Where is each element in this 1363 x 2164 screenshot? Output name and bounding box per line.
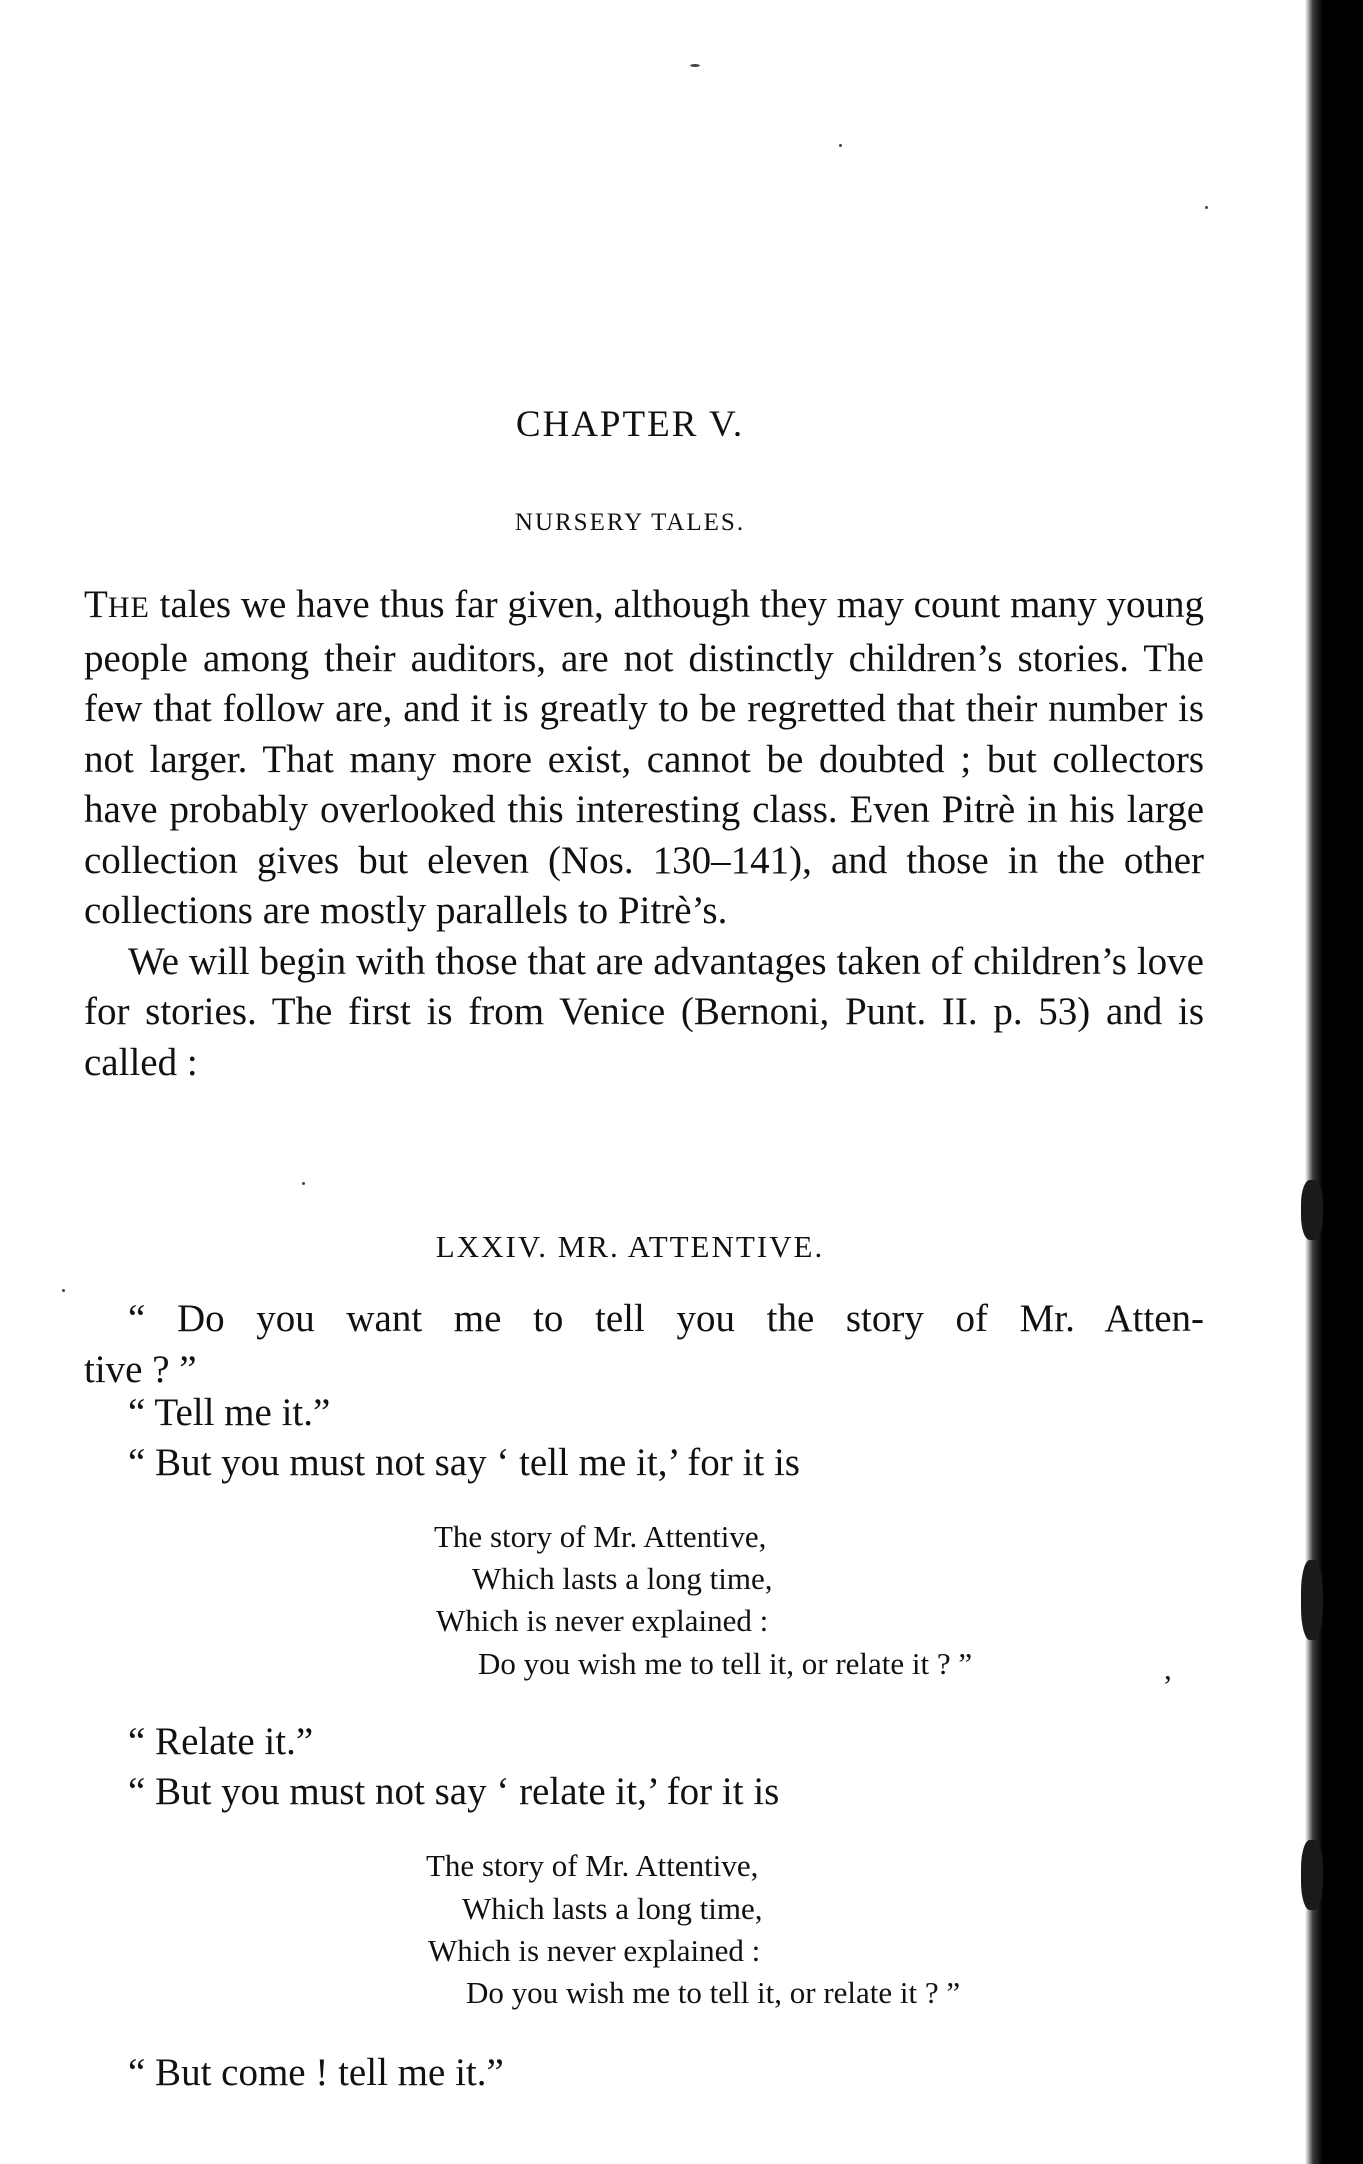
small-caps-lead: HE [107, 591, 150, 624]
verse-2-line-3: Which is never explained : [428, 1933, 761, 1968]
tale-opening [84, 1294, 1204, 1395]
edge-notch [1301, 1180, 1323, 1240]
verse-2-line-1: The story of Mr. Attentive, [426, 1848, 759, 1883]
tale-line-1 [84, 1294, 1204, 1345]
verse-1-line-2: Which lasts a long time, [472, 1561, 773, 1596]
tale-line-3: “ But you must not say ‘ tell me it,’ for it is [128, 1441, 800, 1484]
tale-line-5: “ But you must not say ‘ relate it,’ for it is [128, 1770, 780, 1813]
edge-notch [1301, 1560, 1323, 1640]
section-heading: NURSERY TALES. [514, 509, 746, 536]
tale-line-2: “ Tell me it.” [128, 1391, 331, 1434]
verse-1-line-1: The story of Mr. Attentive, [434, 1519, 767, 1554]
intro-paragraph-1-body: tales we have thus far given, although they may count many young people among their auditors, are not distinctly children’s stories. The few that follow are, and it is greatly to be regretted that their number is not larger. That many more exist, cannot be doubted ; but collectors have probably overlooked this interesting class. Even Pitrè in his large collection gives but eleven (Nos. 130–141), and those in the other collections are mostly parallels to Pitrè’s. [84, 583, 1204, 932]
tale-line-1-text: “ Do you want me to tell you the story of Mr. Atten- [128, 1297, 1204, 1340]
tale-line-4: “ Relate it.” [128, 1720, 314, 1763]
intro-paragraph-2: We will begin with those that are advantages taken of children’s love for stories. The first is from Venice (Bernoni, Punt. II. p. 53) and is called : [84, 939, 1204, 1084]
scan-speck [302, 1182, 305, 1185]
drop-initial: T [84, 583, 108, 626]
edge-notch [1301, 1840, 1323, 1910]
intro-paragraph-1 [84, 580, 1204, 937]
verse-2-line-2: Which lasts a long time, [462, 1891, 763, 1926]
chapter-heading: CHAPTER V. [515, 404, 745, 445]
verse-2-line-4: Do you wish me to tell it, or relate it ? ” [466, 1975, 961, 2010]
intro-text [84, 580, 1204, 1088]
verse-1-trailing-mark: , [1164, 1651, 1172, 1686]
scan-speck [839, 144, 842, 147]
scan-speck [690, 64, 700, 67]
verse-1-line-4: Do you wish me to tell it, or relate it ? ” [478, 1646, 973, 1681]
verse-1-line-3: Which is never explained : [436, 1603, 769, 1638]
scan-speck [62, 1289, 65, 1292]
scan-speck [1205, 206, 1208, 209]
tale-line-1-continuation: tive ? ” [84, 1347, 197, 1391]
tale-title: LXXIV. MR. ATTENTIVE. [435, 1229, 825, 1264]
tale-line-6: “ But come ! tell me it.” [128, 2051, 504, 2094]
